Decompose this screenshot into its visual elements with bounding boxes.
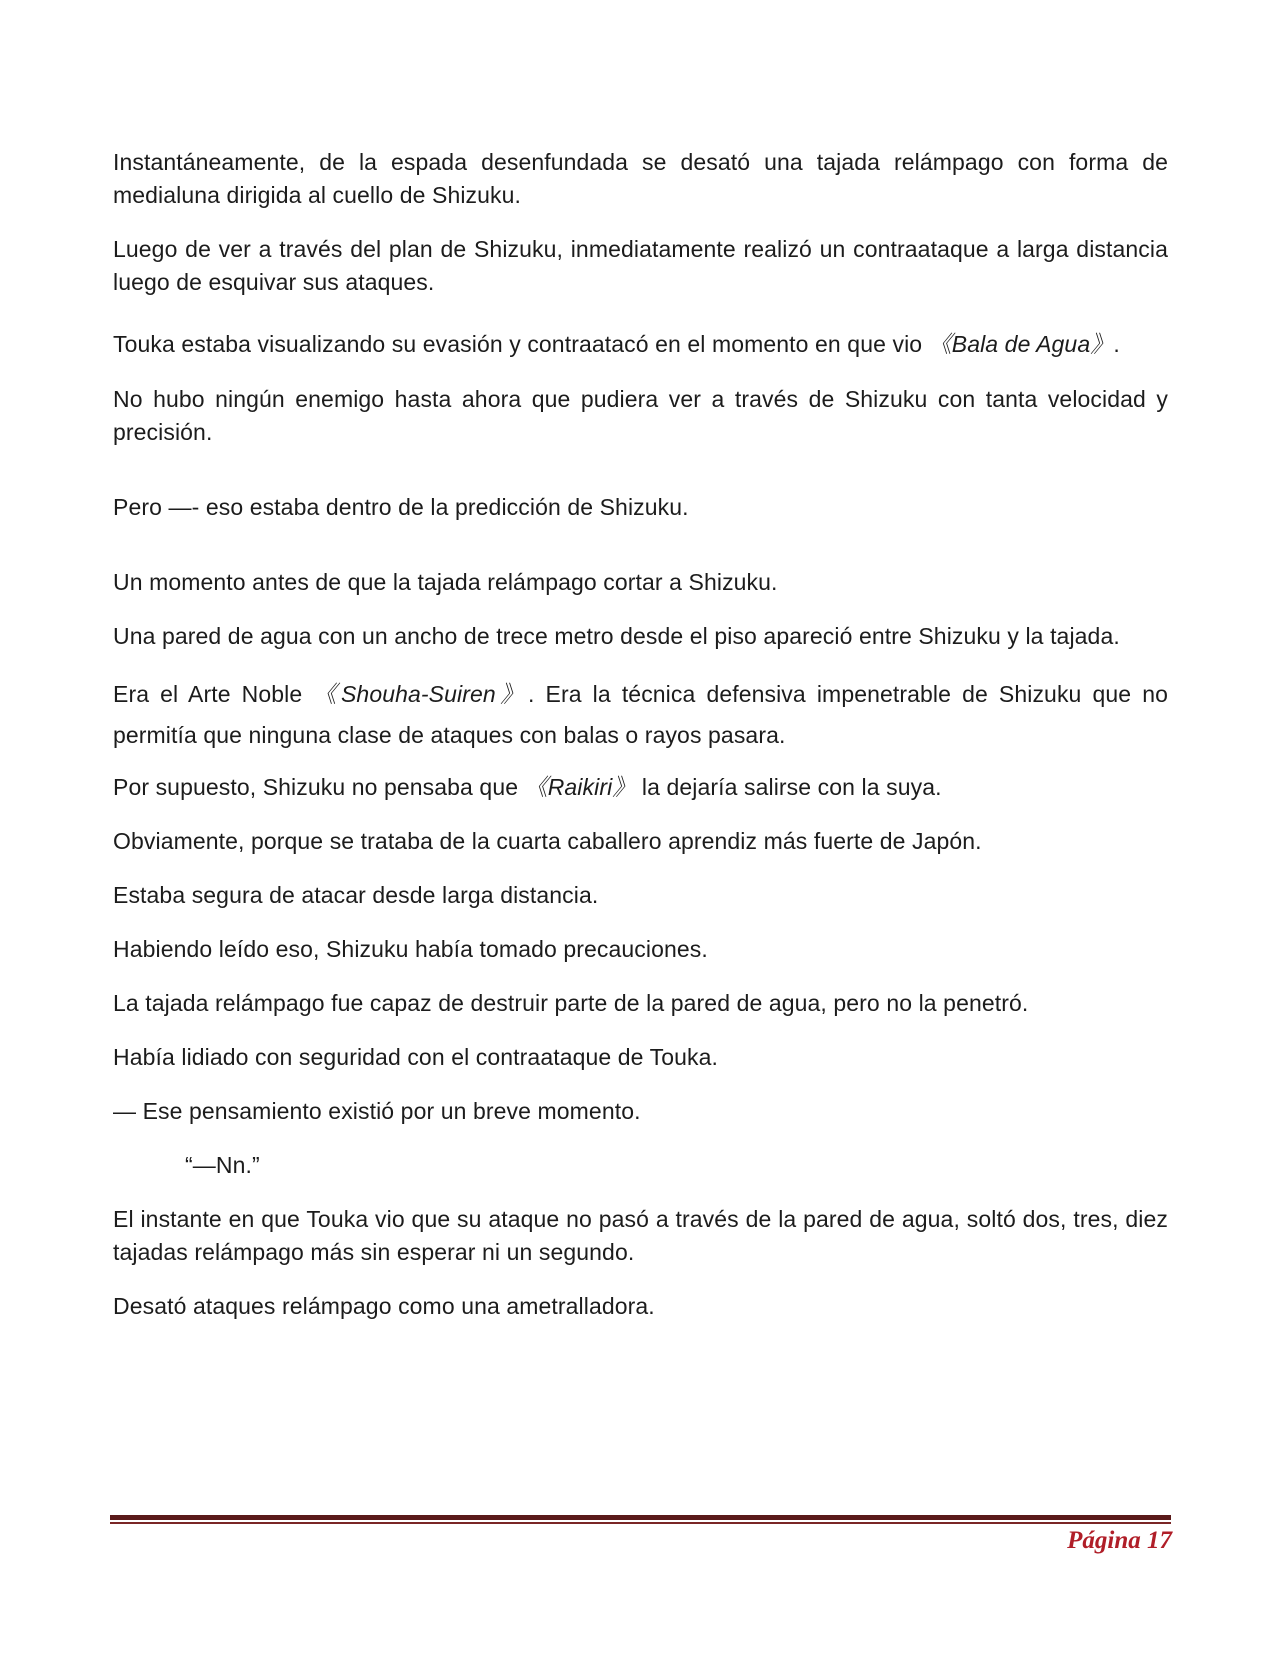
paragraph-3-emphasis: 《Bala de Agua》 bbox=[928, 331, 1114, 357]
footer-rule bbox=[110, 1515, 1171, 1524]
paragraph-12: Habiendo leído eso, Shizuku había tomado precauciones. bbox=[113, 936, 708, 962]
paragraph-3-before: Touka estaba visualizando su evasión y contraatacó en el momento en que vio bbox=[113, 331, 929, 357]
paragraph-5: Pero —- eso estaba dentro de la predicción de Shizuku. bbox=[113, 494, 689, 520]
paragraph-8-emphasis: 《Shouha-Suiren》 bbox=[313, 681, 528, 707]
footer-rule-thin bbox=[110, 1522, 1171, 1524]
paragraph-18: Desató ataques relámpago como una ametralladora. bbox=[113, 1293, 655, 1319]
paragraph-10: Obviamente, porque se trataba de la cuarta caballero aprendiz más fuerte de Japón. bbox=[113, 828, 982, 854]
paragraph-8 bbox=[113, 674, 1168, 756]
paragraph-2: Luego de ver a través del plan de Shizuku, inmediatamente realizó un contraataque a larga distancia luego de esquivar sus ataques. bbox=[113, 236, 1168, 295]
paragraph-8-after: . Era la técnica defensiva impenetrable de Shizuku que no permitía que ninguna clase de ataques con balas o rayos pasara. bbox=[113, 681, 1169, 748]
dialogue-line: “—Nn.” bbox=[185, 1152, 260, 1178]
paragraph-14: Había lidiado con seguridad con el contraataque de Touka. bbox=[113, 1044, 718, 1070]
paragraph-3 bbox=[113, 320, 1168, 369]
paragraph-1: Instantáneamente, de la espada desenfundada se desató una tajada relámpago con forma de medialuna dirigida al cuello de Shizuku. bbox=[113, 149, 1168, 208]
page-body bbox=[113, 146, 1168, 1344]
page-number: Página 17 bbox=[1067, 1527, 1172, 1554]
footer-rule-thick bbox=[110, 1515, 1171, 1520]
paragraph-9-before: Por supuesto, Shizuku no pensaba que bbox=[113, 774, 525, 800]
paragraph-4: No hubo ningún enemigo hasta ahora que pudiera ver a través de Shizuku con tanta velocidad y precisión. bbox=[113, 386, 1168, 445]
paragraph-9 bbox=[113, 771, 1168, 804]
paragraph-13: La tajada relámpago fue capaz de destruir parte de la pared de agua, pero no la penetró. bbox=[113, 990, 1029, 1016]
paragraph-17: El instante en que Touka vio que su ataque no pasó a través de la pared de agua, soltó dos, tres, diez tajadas relámpago más sin esperar ni un segundo. bbox=[113, 1206, 1168, 1265]
paragraph-8-before: Era el Arte Noble bbox=[113, 681, 314, 707]
paragraph-3-after: . bbox=[1113, 331, 1120, 357]
paragraph-15: — Ese pensamiento existió por un breve momento. bbox=[113, 1098, 641, 1124]
paragraph-6: Un momento antes de que la tajada relámpago cortar a Shizuku. bbox=[113, 569, 778, 595]
paragraph-7: Una pared de agua con un ancho de trece metro desde el piso apareció entre Shizuku y la tajada. bbox=[113, 623, 1120, 649]
paragraph-9-emphasis: 《Raikiri》 bbox=[524, 774, 636, 800]
paragraph-11: Estaba segura de atacar desde larga distancia. bbox=[113, 882, 599, 908]
paragraph-9-after: la dejaría salirse con la suya. bbox=[635, 774, 942, 800]
